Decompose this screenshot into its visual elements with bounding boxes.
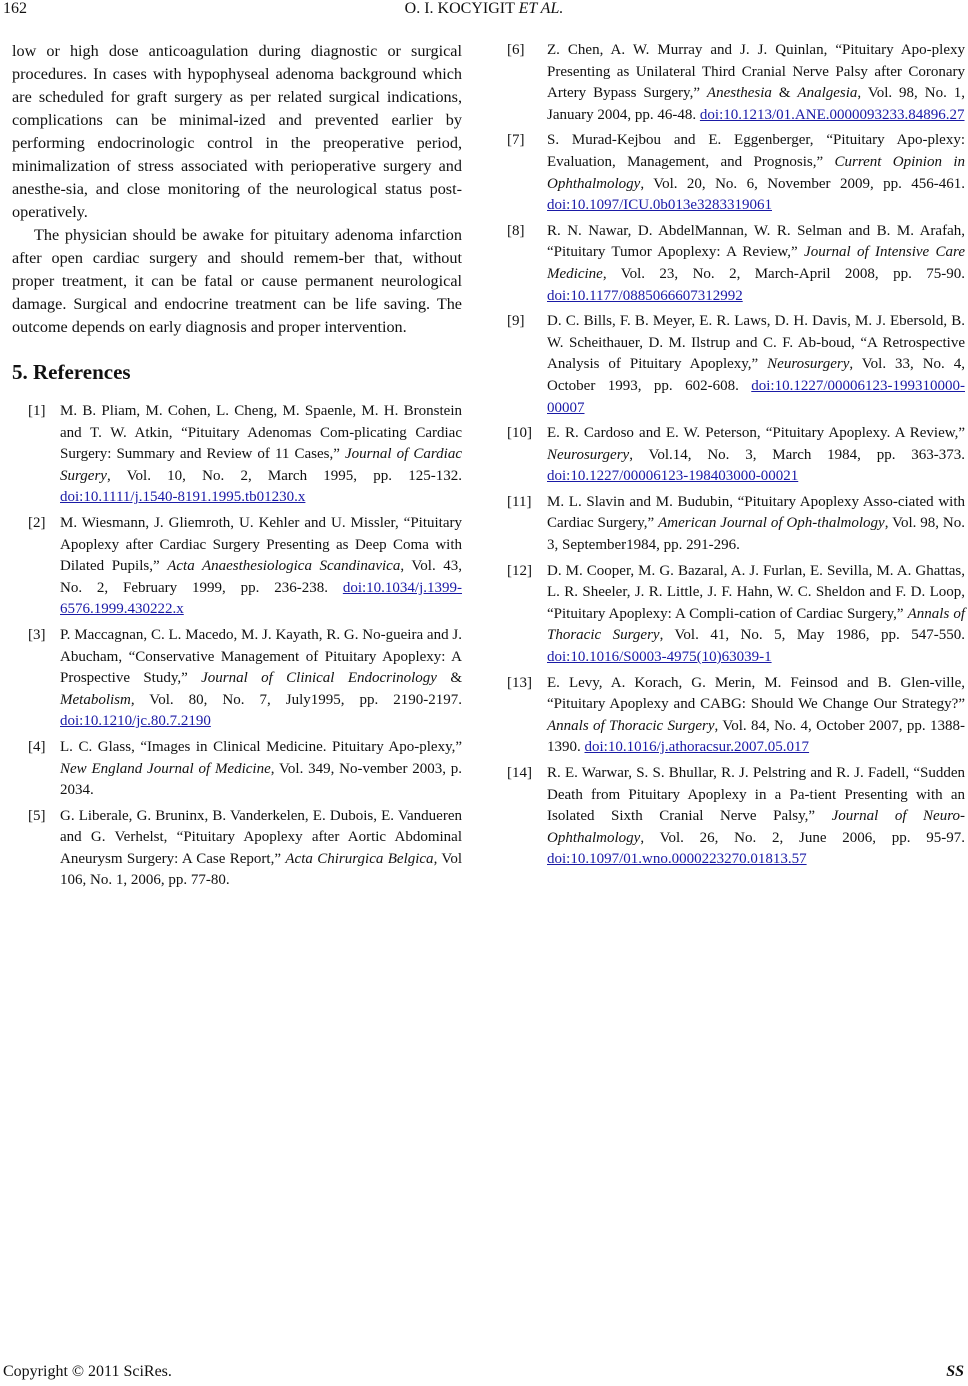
reference-segment: , Vol. 33, No. 4, October 1993, pp. 602-608. xyxy=(547,356,965,394)
reference-segment: M. B. Pliam, M. Cohen, L. Cheng, M. Spaenle, M. H. Bronstein and T. W. Atkin, “Pituitary Adenomas Com-plicating Cardiac Surgery: Summary and Review of 11 Cases,” xyxy=(60,403,462,463)
reference-segment: , Vol. 41, No. 5, May 1986, pp. 547-550. xyxy=(659,627,965,644)
reference-text xyxy=(547,130,965,216)
reference-segment: , Vol 106, No. 1, 2006, pp. 77-80. xyxy=(60,850,462,889)
doi-link[interactable]: doi:10.1097/ICU.0b013e3283319061 xyxy=(547,197,772,214)
doi-link[interactable]: doi:10.1034/j.1399-6576.1999.430222.x xyxy=(60,579,462,618)
reference-item xyxy=(505,221,965,307)
reference-segment: , Vol.14, No. 3, March 1984, pp. 363-373. xyxy=(629,446,965,463)
page-number: 162 xyxy=(3,0,27,17)
reference-text xyxy=(547,763,965,871)
reference-segment: , Vol. 349, No-vember 2003, p. 2034. xyxy=(60,760,462,799)
reference-text xyxy=(60,513,462,621)
reference-number: [8] xyxy=(507,222,525,239)
reference-segment: P. Maccagnan, C. L. Macedo, M. J. Kayath, R. G. No-gueira and J. Abucham, “Conservative Management of Pituitary Apoplexy: A Prospective Study,” xyxy=(60,626,462,687)
reference-segment: E. R. Cardoso and E. W. Peterson, “Pituitary Apoplexy. A Review,” xyxy=(547,425,965,442)
journal-name: Acta Chirurgica Belgica xyxy=(285,850,434,867)
reference-text xyxy=(547,311,965,419)
body-paragraph: The physician should be awake for pituitary adenoma infarction after open cardiac surgery and should remem-ber that, without proper treatment, it can be fatal or cause permanent neurological damage. Surgical and endocrine treatment can be life saving. The outcome depends on early diagnosis and proper intervention. xyxy=(12,226,462,336)
reference-number: [11] xyxy=(507,493,532,510)
reference-item xyxy=(505,561,965,669)
right-column xyxy=(505,40,965,875)
reference-number: [5] xyxy=(28,807,46,824)
reference-segment: , Vol. 98, No. 1, January 2004, pp. 46-48. xyxy=(547,85,965,123)
reference-number: [10] xyxy=(507,425,532,442)
reference-text xyxy=(60,806,462,892)
reference-segment: , Vol. 84, No. 4, October 2007, pp. 1388-1390. xyxy=(547,717,966,756)
journal-name: Anesthesia xyxy=(706,85,772,102)
doi-link[interactable]: doi:10.1111/j.1540-8191.1995.tb01230.x xyxy=(60,489,306,506)
reference-number: [1] xyxy=(28,403,46,419)
reference-number: [2] xyxy=(28,514,46,531)
journal-name: Annals of Thoracic Surgery xyxy=(547,605,965,644)
reference-number: [7] xyxy=(507,132,525,149)
reference-segment: M. L. Slavin and M. Budubin, “Pituitary Apoplexy Asso-ciated with Cardiac Surgery,” xyxy=(547,493,965,532)
journal-name: Analgesia xyxy=(797,85,858,102)
reference-segment: , Vol. 20, No. 6, November 2009, pp. 456-461. xyxy=(640,175,965,192)
reference-number: [13] xyxy=(507,674,532,691)
journal-abbrev: SS xyxy=(946,1363,964,1380)
running-title-authors: O. I. KOCYIGIT xyxy=(404,0,519,17)
doi-link[interactable]: doi:10.1016/j.athoracsur.2007.05.017 xyxy=(584,739,810,756)
doi-link[interactable]: doi:10.1227/00006123-199310000-00007 xyxy=(547,377,965,416)
reference-segment: , Vol. 98, No. 3, September1984, pp. 291-296. xyxy=(547,515,966,554)
reference-segment: Z. Chen, A. W. Murray and J. J. Quinlan, “Pituitary Apo-plexy Presenting as Unilateral Third Cranial Nerve Palsy after Coronary Artery Bypass Surgery,” xyxy=(547,42,965,102)
reference-segment: , Vol. 43, No. 2, February 1999, pp. 236-238. xyxy=(60,558,463,596)
journal-name: Journal of Intensive Care Medicine xyxy=(547,244,965,282)
doi-link[interactable]: doi:10.1213/01.ANE.0000093233.84896.27 xyxy=(699,106,965,123)
reference-text xyxy=(60,625,462,733)
reference-item xyxy=(12,806,462,892)
reference-item xyxy=(505,763,965,871)
running-title xyxy=(0,0,968,18)
reference-item xyxy=(12,401,462,509)
section-heading: 5. References xyxy=(12,360,131,384)
doi-link[interactable]: doi:10.1177/0885066607312992 xyxy=(547,287,743,304)
doi-link[interactable]: doi:10.1016/S0003-4975(10)63039-1 xyxy=(547,649,772,666)
reference-text xyxy=(60,737,462,802)
reference-segment: , Vol. 10, No. 2, March 1995, pp. 125-132. xyxy=(106,467,462,484)
reference-text xyxy=(547,492,965,557)
reference-text xyxy=(547,221,965,307)
journal-name: Journal of Cardiac Surgery xyxy=(60,446,462,484)
reference-segment: & xyxy=(436,670,462,687)
journal-name: Journal of Clinical Endocrinology xyxy=(201,670,437,687)
reference-item xyxy=(505,130,965,216)
reference-text xyxy=(547,561,965,669)
reference-list-right xyxy=(505,40,965,871)
running-title-etal: ET AL. xyxy=(518,0,564,17)
doi-link[interactable]: doi:10.1097/01.wno.0000223270.01813.57 xyxy=(547,851,807,868)
reference-segment: R. E. Warwar, S. S. Bhullar, R. J. Pelstring and R. J. Fadell, “Sudden Death from Pituitary Apoplexy in a Pa-tient Presenting with an Isolated Sixth Cranial Nerve Palsy,” xyxy=(547,765,965,825)
reference-number: [12] xyxy=(507,562,532,579)
reference-item xyxy=(505,40,965,126)
reference-segment: , Vol. 23, No. 2, March-April 2008, pp. 75-90. xyxy=(602,265,965,282)
doi-link[interactable]: doi:10.1210/jc.80.7.2190 xyxy=(60,713,211,730)
reference-number: [4] xyxy=(28,738,46,755)
reference-text xyxy=(547,423,965,488)
reference-item xyxy=(12,737,462,802)
reference-item xyxy=(505,311,965,419)
copyright: Copyright © 2011 SciRes. xyxy=(3,1363,172,1380)
reference-item xyxy=(505,492,965,557)
reference-number: [3] xyxy=(28,626,46,643)
reference-text xyxy=(60,401,462,509)
reference-text xyxy=(547,673,965,759)
reference-number: [6] xyxy=(507,42,525,58)
journal-name: Metabolism xyxy=(60,691,131,708)
journal-name: Current Opinion in Ophthalmology xyxy=(547,153,965,192)
reference-item xyxy=(12,513,462,621)
journal-name: American Journal of Oph-thalmology xyxy=(658,515,885,532)
left-column xyxy=(12,40,462,896)
journal-name: Journal of Neuro-Ophthalmology xyxy=(547,808,965,846)
reference-segment: , Vol. 80, No. 7, July1995, pp. 2190-2197. xyxy=(130,691,462,708)
reference-segment: M. Wiesmann, J. Gliemroth, U. Kehler and U. Missler, “Pituitary Apoplexy after Cardiac Surgery Presenting as Deep Coma with Dilated Pupils,” xyxy=(60,514,462,575)
reference-segment: L. C. Glass, “Images in Clinical Medicine. Pituitary Apo-plexy,” xyxy=(60,738,462,755)
body-paragraph: low or high dose anticoagulation during diagnostic or surgical procedures. In cases with hypophyseal adenoma background which are scheduled for graft surgery as per related surgical indications, complications can be minimal-ized and prevented earlier by performing endocrinologic control in the preoperative period, minimalization of stress associated with perioperative surgery and anesthe-sia, and close monitoring of the neurological status post-operatively. xyxy=(12,42,462,221)
reference-list-left xyxy=(12,401,462,892)
journal-name: Acta Anaesthesiologica Scandinavica xyxy=(167,558,401,575)
journal-name: New England Journal of Medicine xyxy=(60,760,271,777)
reference-segment: E. Levy, A. Korach, G. Merin, M. Feinsod and B. Glen-ville, “Pituitary Apoplexy and CABG: Should We Change Our Strategy?” xyxy=(547,674,965,713)
reference-segment: D. C. Bills, F. B. Meyer, E. R. Laws, D. H. Davis, M. J. Ebersold, B. W. Scheithauer, D. M. Ilstrup and C. F. Ab-boud, “A Retrospective Analysis of Pituitary Apoplexy,” xyxy=(547,313,965,373)
journal-name: Neurosurgery xyxy=(767,356,850,373)
reference-segment: , Vol. 26, No. 2, June 2006, pp. 95-97. xyxy=(640,829,965,846)
reference-text xyxy=(547,40,965,126)
journal-name: Neurosurgery xyxy=(547,446,630,463)
reference-item xyxy=(505,673,965,759)
reference-item xyxy=(12,625,462,733)
reference-number: [9] xyxy=(507,313,525,330)
reference-segment: D. M. Cooper, M. G. Bazaral, A. J. Furlan, E. Sevilla, M. A. Ghattas, L. R. Sheeler, J. R. Little, J. F. Hahn, W. C. Sheldon and F. D. Loop, “Pituitary Apoplexy: A Compli-cation of Cardiac Surgery,” xyxy=(547,562,965,622)
reference-item xyxy=(505,423,965,488)
doi-link[interactable]: doi:10.1227/00006123-198403000-00021 xyxy=(547,468,799,485)
reference-segment: R. N. Nawar, D. AbdelMannan, W. R. Selman and B. M. Arafah, “Pituitary Tumor Apoplexy: A Review,” xyxy=(547,222,965,261)
journal-name: Annals of Thoracic Surgery xyxy=(547,717,715,734)
reference-number: [14] xyxy=(507,765,532,781)
reference-segment: G. Liberale, G. Bruninx, B. Vanderkelen, E. Dubois, E. Vandueren and G. Verhelst, “Pituitary Apoplexy after Aortic Abdominal Aneurysm Surgery: A Case Report,” xyxy=(60,807,462,867)
reference-segment: S. Murad-Kejbou and E. Eggenberger, “Pituitary Apo-plexy: Evaluation, Management, and Prognosis,” xyxy=(547,132,965,170)
reference-segment: & xyxy=(771,85,798,102)
